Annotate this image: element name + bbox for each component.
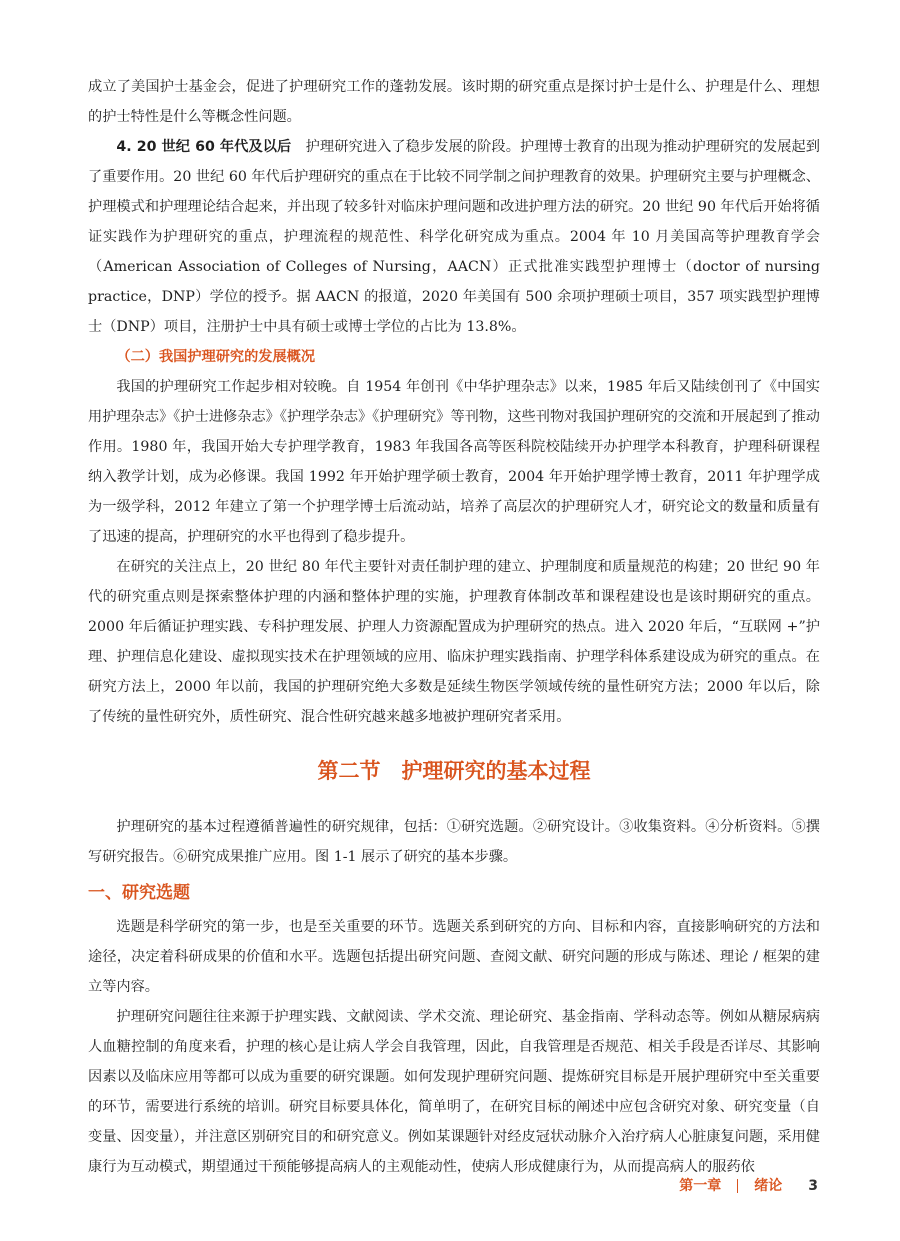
page-number: 3 (808, 1178, 818, 1194)
paragraph: 护理研究的基本过程遵循普遍性的研究规律，包括：①研究选题。②研究设计。③收集资料。④分析资料。⑤撰写研究报告。⑥研究成果推广应用。图 1-1 展示了研究的基本步骤。 (88, 819, 820, 865)
paragraph: 选题是科学研究的第一步，也是至关重要的环节。选题关系到研究的方向、目标和内容，直接影响研究的方法和途径，决定着科研成果的价值和水平。选题包括提出研究问题、查阅文献、研究问题的形成与陈述、理论 / 框架的建立等内容。 (88, 919, 820, 995)
section-title: 第二节 护理研究的基本过程 (317, 759, 591, 783)
paragraph: 在研究的关注点上，20 世纪 80 年代主要针对责任制护理的建立、护理制度和质量规范的构建；20 世纪 90 年代的研究重点则是探索整体护理的内涵和整体护理的实施，护理教育体制改革和课程建设也是该时期研究的重点。2000 年后循证护理实践、专科护理发展、护理人力资源配置成为护理研究的热点。进入 2020 年后，“互联网 +”护理、护理信息化建设、虚拟现实技术在护理领域的应用、临床护理实践指南、护理学科体系建设成为研究的重点。在研究方法上，2000 年以前，我国的护理研究绝大多数是延续生物医学领域传统的量性研究方法；2000 年以后，除了传统的量性研究外，质性研究、混合性研究越来越多地被护理研究者采用。 (88, 559, 820, 725)
paragraph-1960s (88, 132, 820, 342)
sub-heading: （二）我国护理研究的发展概况 (116, 349, 316, 365)
paragraph-lead: 4. 20 世纪 60 年代及以后 (116, 139, 292, 155)
paragraph: 成立了美国护士基金会，促进了护理研究工作的蓬勃发展。该时期的研究重点是探讨护士是什么、护理是什么、理想的护士特性是什么等概念性问题。 (88, 79, 820, 125)
heading-level-1: 一、研究选题 (88, 883, 190, 903)
paragraph: 我国的护理研究工作起步相对较晚。自 1954 年创刊《中华护理杂志》以来，1985 年后又陆续创刊了《中国实用护理杂志》《护士进修杂志》《护理学杂志》《护理研究》等刊物，这些刊物对我国护理研究的交流和开展起到了推动作用。1980 年，我国开始大专护理学教育，1983 年我国各高等医科院校陆续开办护理学本科教育，护理科研课程纳入教学计划，成为必修课。我国 1992 年开始护理学硕士教育，2004 年开始护理学博士教育，2011 年护理学成为一级学科，2012 年建立了第一个护理学博士后流动站，培养了高层次的护理研究人才，研究论文的数量和质量有了迅速的提高，护理研究的水平也得到了稳步提升。 (88, 379, 820, 545)
footer-chapter-name: 绪论 (754, 1178, 783, 1194)
footer-chapter: 第一章 (679, 1178, 722, 1194)
page-footer (679, 1176, 818, 1196)
footer-divider (737, 1179, 738, 1193)
paragraph: 护理研究问题往往来源于护理实践、文献阅读、学术交流、理论研究、基金指南、学科动态等。例如从糖尿病病人血糖控制的角度来看，护理的核心是让病人学会自我管理，因此，自我管理是否规范、相关手段是否详尽、其影响因素以及临床应用等都可以成为重要的研究课题。如何发现护理研究问题、提炼研究目标是开展护理研究中至关重要的环节，需要进行系统的培训。研究目标要具体化，简单明了，在研究目标的阐述中应包含研究对象、研究变量（自变量、因变量），并注意区别研究目的和研究意义。例如某课题针对经皮冠状动脉介入治疗病人心脏康复问题，采用健康行为互动模式，期望通过干预能够提高病人的主观能动性，使病人形成健康行为，从而提高病人的服药依 (88, 1009, 820, 1175)
paragraph-body: 护理研究进入了稳步发展的阶段。护理博士教育的出现为推动护理研究的发展起到了重要作用。20 世纪 60 年代后护理研究的重点在于比较不同学制之间护理教育的效果。护理研究主要与护理概念、护理模式和护理理论结合起来，并出现了较多针对临床护理问题和改进护理方法的研究。20 世纪 90 年代后开始将循证实践作为护理研究的重点，护理流程的规范性、科学化研究成为重点。2004 年 10 月美国高等护理教育学会（American Association of Colleges of Nursing，AACN）正式批准实践型护理博士（doctor of nursing practice，DNP）学位的授予。据 AACN 的报道，2020 年美国有 500 余项护理硕士项目，357 项实践型护理博士（DNP）项目，注册护士中具有硕士或博士学位的占比为 13.8%。 (88, 139, 820, 335)
page-content (88, 72, 820, 1182)
